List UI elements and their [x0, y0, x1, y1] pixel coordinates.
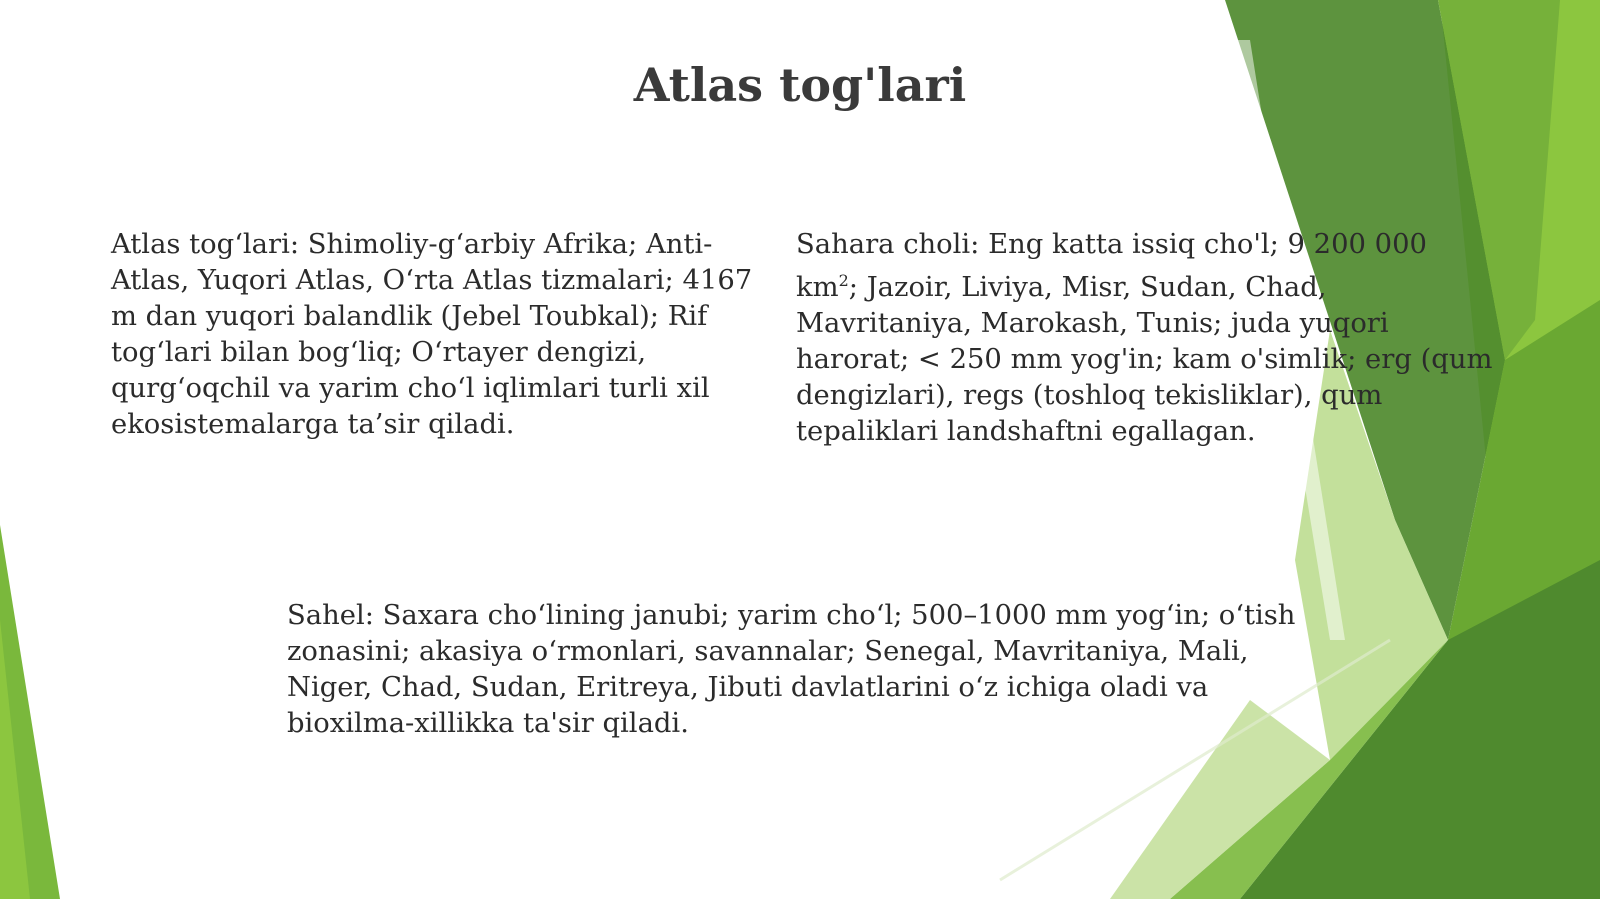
slide-title: Atlas tog'lari — [633, 58, 967, 112]
sahara-desert-text — [796, 227, 1496, 450]
atlas-mountains-text: Atlas tog‘lari: Shimoliy-g‘arbiy Afrika; Anti-Atlas, Yuqori Atlas, O‘rta Atlas tizmalari; 4167 m dan yuqori balandlik (Jebel Toubkal); Rif tog‘lari bilan bog‘liq; O‘rtayer dengizi, qurg‘oqchil va yarim cho‘l iqlimlari turli xil ekosistemalarga ta’sir qiladi. — [111, 229, 753, 440]
area-unit-superscript: 2 — [838, 271, 849, 290]
sahel-text: Sahel: Saxara cho‘lining janubi; yarim cho‘l; 500–1000 mm yog‘in; o‘tish zonasini; akasiya o‘rmonlari, savannalar; Senegal, Mavritaniya, Mali, Niger, Chad, Sudan, Eritreya, Jibuti davlatlarini o‘z ichiga oladi va bioxilma-xillikka ta'sir qiladi. — [287, 600, 1296, 739]
sahara-text-end: ; Jazoir, Liviya, Misr, Sudan, Chad, Mavritaniya, Marokash, Tunis; juda yuqori harorat; < 250 mm yog'in; kam o'simlik; erg (qum dengizlari), regs (toshloq tekisliklar), qum tepaliklari landshaftni egallagan. — [796, 272, 1493, 448]
sahara-text-start: Sahara choli: Eng katta issiq cho'l; 9 200 000 km — [796, 229, 1427, 304]
